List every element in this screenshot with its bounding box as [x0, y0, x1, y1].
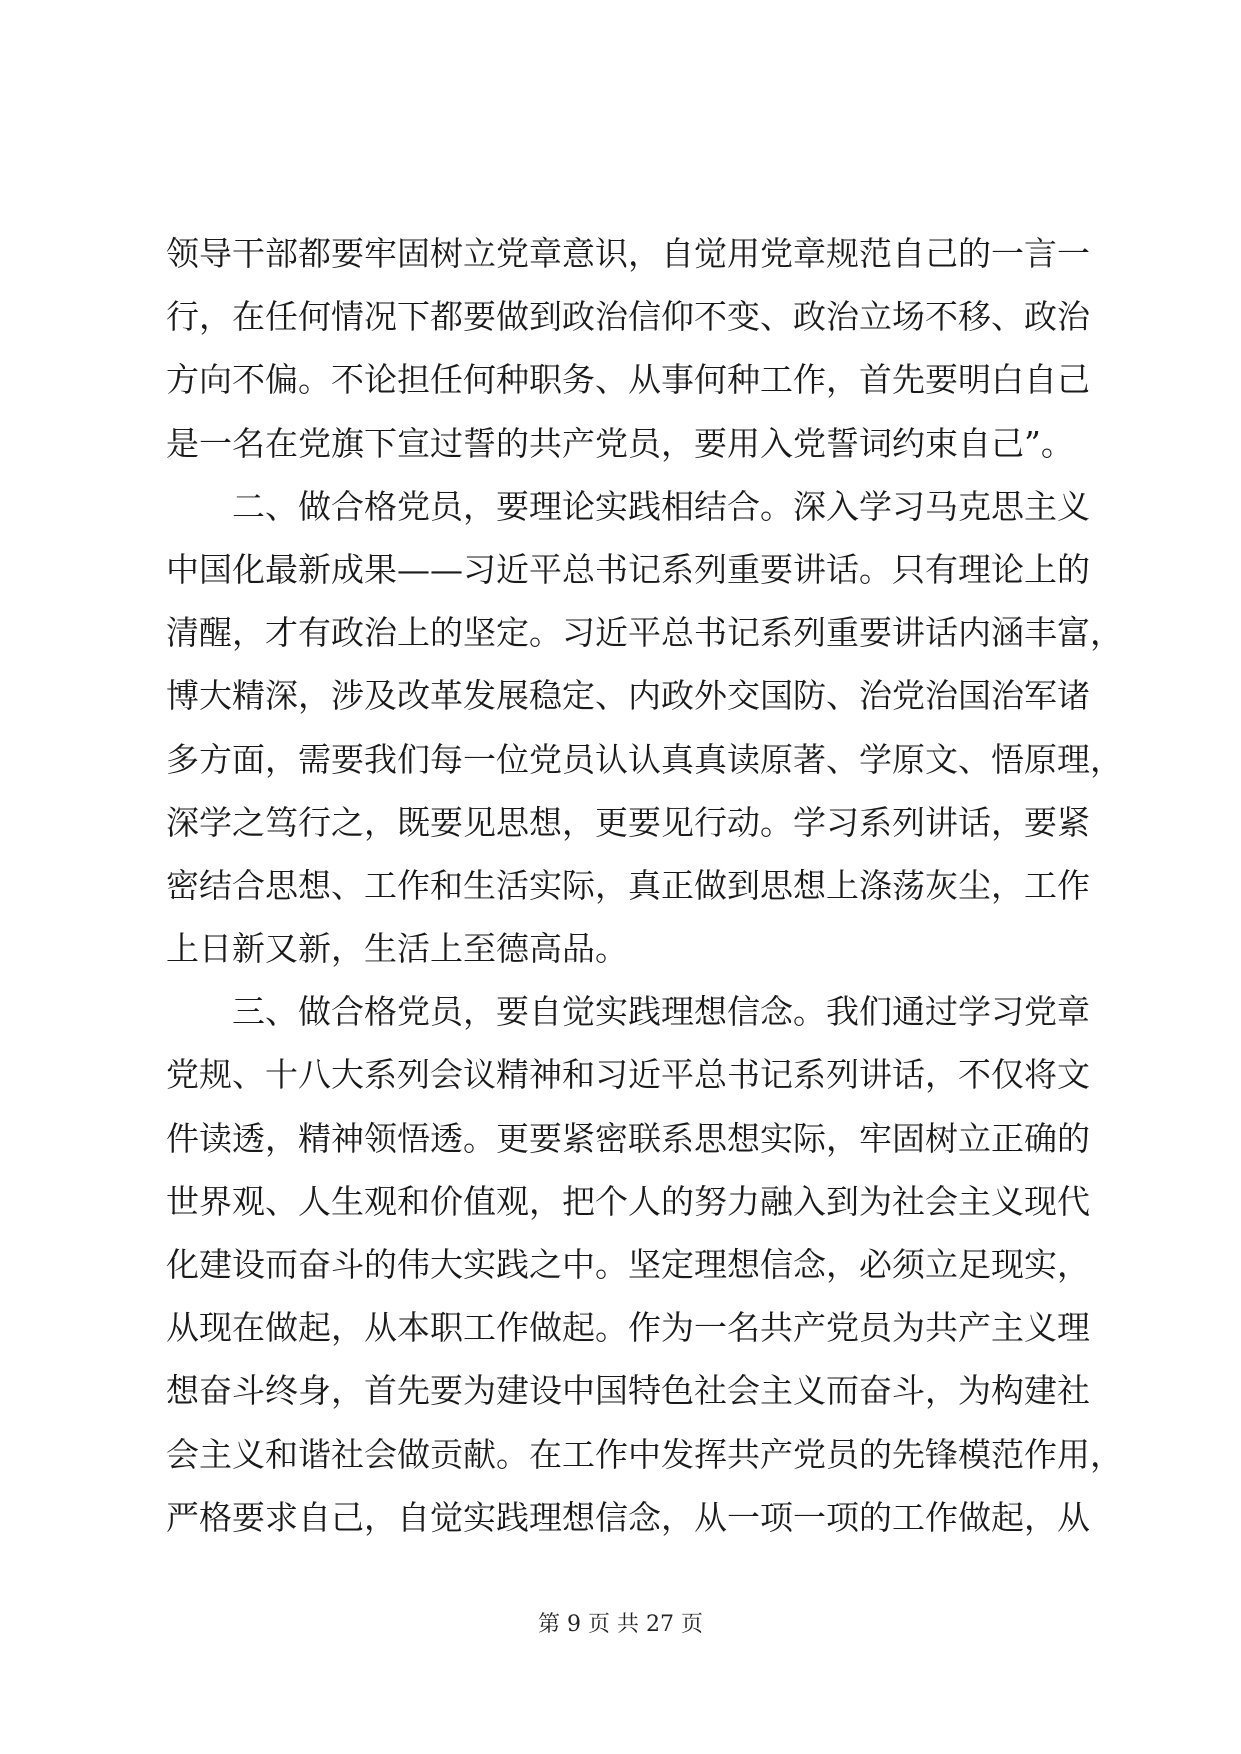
text-line: 中国化最新成果——习近平总书记系列重要讲话。只有理论上的 [166, 549, 1090, 589]
text-line: 密结合思想、工作和生活实际，真正做到思想上涤荡灰尘，工作 [166, 865, 1090, 905]
text-line: 世界观、人生观和价值观，把个人的努力融入到为社会主义现代 [166, 1181, 1090, 1221]
text-line: 领导干部都要牢固树立党章意识，自觉用党章规范自己的一言一 [166, 234, 1090, 273]
text-line: 化建设而奋斗的伟大实践之中。坚定理想信念，必须立足现实， [166, 1245, 1090, 1284]
text-line: 行，在任何情况下都要做到政治信仰不变、政治立场不移、政治 [166, 297, 1090, 337]
text-line: 博大精深，涉及改革发展稳定、内政外交国防、治党治国治军诸 [166, 676, 1090, 716]
text-line: 上日新又新，生活上至德高品。 [166, 929, 628, 969]
text-line: 件读透，精神领悟透。更要紧密联系思想实际，牢固树立正确的 [166, 1118, 1090, 1158]
text-line: 严格要求自己，自觉实践理想信念，从一项一项的工作做起，从 [166, 1497, 1090, 1537]
text-line: 三、做合格党员，要自觉实践理想信念。我们通过学习党章 [232, 992, 1090, 1032]
text-line: 是一名在党旗下宣过誓的共产党员，要用入党誓词约束自己”。 [166, 423, 1074, 463]
text-line: 二、做合格党员，要理论实践相结合。深入学习马克思主义 [232, 486, 1090, 526]
text-line: 多方面，需要我们每一位党员认认真真读原著、学原文、悟原理， [166, 739, 1123, 779]
text-line: 清醒，才有政治上的坚定。习近平总书记系列重要讲话内涵丰富， [166, 613, 1123, 653]
text-line: 方向不偏。不论担任何种职务、从事何种工作，首先要明白自己 [166, 360, 1090, 400]
text-line: 想奋斗终身，首先要为建设中国特色社会主义而奋斗，为构建社 [166, 1371, 1090, 1411]
text-line: 会主义和谐社会做贡献。在工作中发挥共产党员的先锋模范作用， [166, 1434, 1123, 1474]
text-line: 党规、十八大系列会议精神和习近平总书记系列讲话，不仅将文 [166, 1055, 1090, 1095]
text-line: 从现在做起，从本职工作做起。作为一名共产党员为共产主义理 [166, 1308, 1090, 1348]
document-body [166, 222, 1123, 1549]
text-line: 深学之笃行之，既要见思想，更要见行动。学习系列讲话，要紧 [166, 802, 1090, 842]
page-number-footer: 第 9 页 共 27 页 [538, 1612, 703, 1637]
